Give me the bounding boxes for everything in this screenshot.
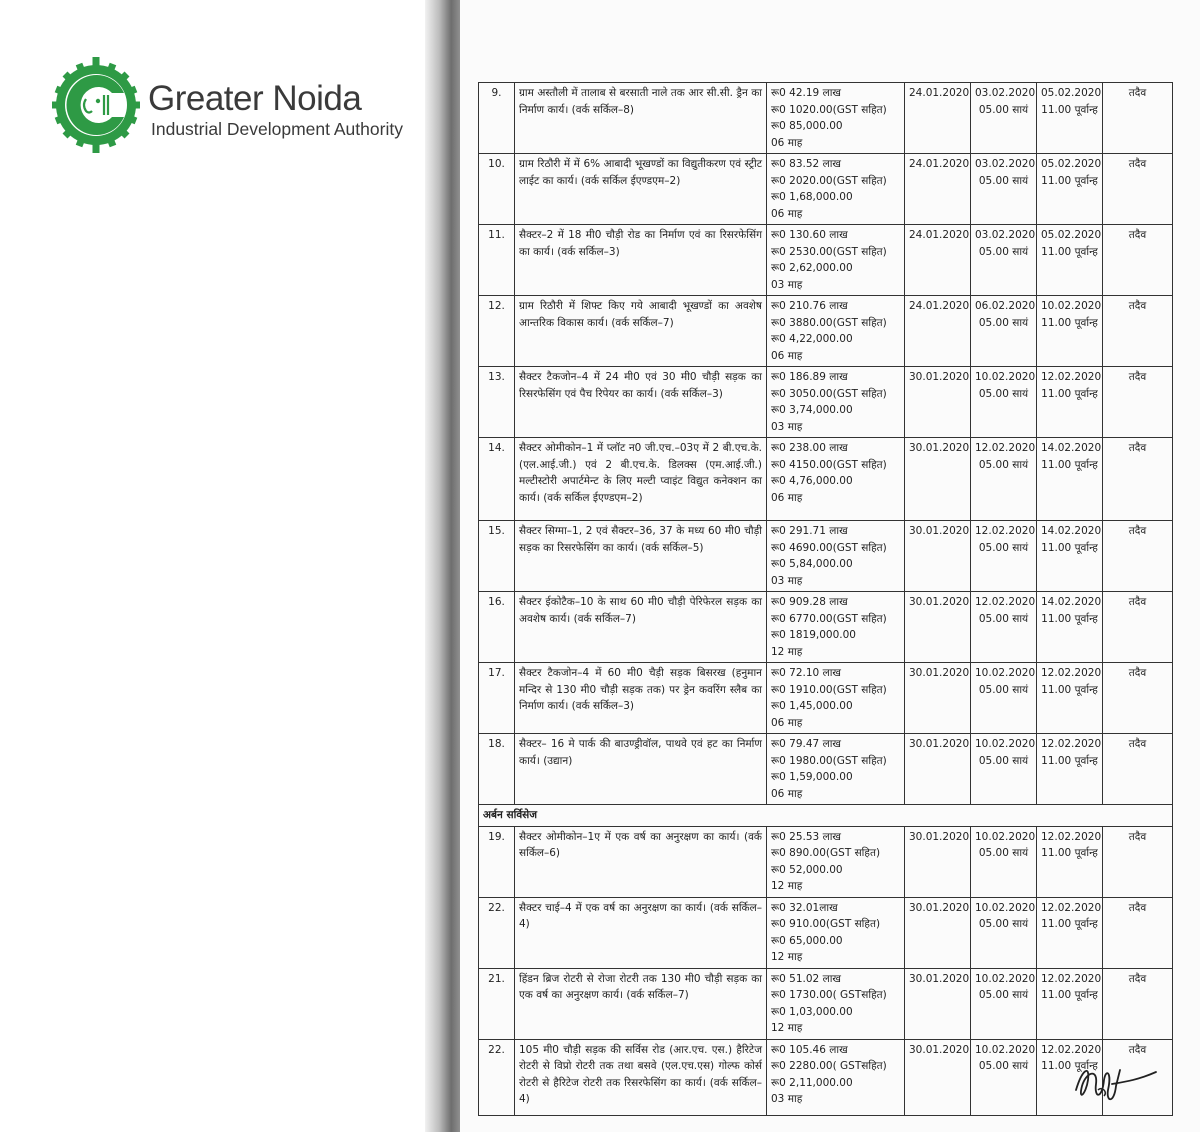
opening-time: 11.00 पूर्वान्ह: [1041, 989, 1098, 1001]
earnest-money: रू0 85,000.00: [771, 120, 843, 132]
tender-table: [478, 82, 1173, 1116]
start-date: 30.01.2020: [905, 897, 971, 968]
estimated-cost: रू0 51.02 लाख: [771, 972, 842, 985]
closing-date: 10.02.2020: [975, 667, 1036, 679]
completion-period: 06 माह: [771, 491, 803, 504]
start-date: 24.01.2020: [905, 83, 971, 154]
closing-time: 05.00 सायं: [978, 918, 1029, 930]
serial-number: 22.: [479, 897, 515, 968]
start-date: 30.01.2020: [905, 1039, 971, 1115]
amount-cell: [767, 968, 905, 1039]
amount-cell: [767, 367, 905, 438]
amount-cell: [767, 521, 905, 592]
earnest-money: रू0 2,62,000.00: [771, 262, 853, 274]
opening-date: 10.02.2020: [1041, 300, 1102, 312]
estimated-cost: रू0 25.53 लाख: [771, 830, 842, 843]
left-panel: [0, 0, 425, 1132]
section-label: अर्बन सर्विसेज: [479, 805, 1173, 827]
start-date: 30.01.2020: [905, 826, 971, 897]
closing-time: 05.00 सायं: [978, 683, 1029, 696]
table-row: [479, 154, 1173, 225]
closing-date-cell: [971, 663, 1037, 734]
opening-date-cell: [1037, 154, 1103, 225]
closing-date-cell: [971, 296, 1037, 367]
remark: तदैव: [1103, 521, 1173, 592]
opening-date-cell: [1037, 225, 1103, 296]
closing-date: 03.02.2020: [975, 158, 1036, 170]
amount-cell: [767, 296, 905, 367]
opening-date: 05.02.2020: [1041, 87, 1102, 99]
table-row: [479, 897, 1173, 968]
serial-number: 16.: [479, 592, 515, 663]
amount-cell: [767, 897, 905, 968]
opening-date-cell: [1037, 826, 1103, 897]
opening-time: 11.00 पूर्वान्ह: [1041, 754, 1098, 767]
tender-fee: रू0 910.00(GST सहित): [771, 918, 881, 930]
logo-subtitle: Industrial Development Authority: [151, 119, 403, 139]
opening-date: 12.02.2020: [1041, 972, 1102, 985]
remark: तदैव: [1103, 83, 1173, 154]
estimated-cost: रू0 291.71 लाख: [771, 525, 848, 537]
serial-number: 19.: [479, 826, 515, 897]
opening-time: 11.00 पूर्वान्ह: [1041, 458, 1098, 471]
closing-date-cell: [971, 521, 1037, 592]
closing-date: 03.02.2020: [975, 87, 1036, 99]
opening-date: 14.02.2020: [1041, 442, 1102, 454]
amount-cell: [767, 438, 905, 521]
start-date: 30.01.2020: [905, 734, 971, 805]
table-row: [479, 225, 1173, 296]
estimated-cost: रू0 909.28 लाख: [771, 596, 848, 608]
estimated-cost: रू0 210.76 लाख: [771, 300, 848, 312]
closing-date: 10.02.2020: [975, 738, 1036, 750]
earnest-money: रू0 4,76,000.00: [771, 475, 853, 487]
closing-time: 05.00 सायं: [978, 103, 1029, 116]
earnest-money: रू0 1,45,000.00: [771, 700, 853, 712]
work-description: सैक्टर टैकजोन–4 में 24 मी0 एवं 30 मी0 चौड़ी सड़क का रिसरफेसिंग एवं पैच रिपेयर का कार्य। (वर्क सर्किल–3): [515, 367, 767, 438]
tender-fee: रू0 1020.00(GST सहित): [771, 103, 887, 116]
closing-date: 10.02.2020: [975, 830, 1036, 843]
completion-period: 12 माह: [771, 951, 803, 963]
completion-period: 03 माह: [771, 574, 803, 587]
table-row: [479, 592, 1173, 663]
table-row: [479, 968, 1173, 1039]
closing-date: 10.02.2020: [975, 972, 1036, 985]
estimated-cost: रू0 130.60 लाख: [771, 229, 848, 241]
opening-date: 14.02.2020: [1041, 525, 1102, 537]
remark: तदैव: [1103, 367, 1173, 438]
remark: तदैव: [1103, 592, 1173, 663]
remark: तदैव: [1103, 154, 1173, 225]
completion-period: 03 माह: [771, 278, 803, 291]
opening-date-cell: [1037, 367, 1103, 438]
closing-date-cell: [971, 826, 1037, 897]
closing-time: 05.00 सायं: [978, 847, 1029, 859]
estimated-cost: रू0 83.52 लाख: [771, 158, 842, 170]
opening-date: 12.02.2020: [1041, 667, 1102, 679]
opening-date-cell: [1037, 968, 1103, 1039]
closing-time: 05.00 सायं: [978, 387, 1029, 400]
start-date: 24.01.2020: [905, 225, 971, 296]
tender-fee: रू0 3880.00(GST सहित): [771, 316, 887, 329]
signature-icon: [1068, 1050, 1160, 1110]
work-description: सैक्टर टैकजोन–4 में 60 मी0 चैड़ी सड़क बिसरख (हनुमान मन्दिर से 130 मी0 चौड़ी सड़क तक) पर ड्रेन कवरिंग स्लैब का निर्माण कार्य। (वर्क सर्किल–3): [515, 663, 767, 734]
work-description: ग्राम रिठौरी में शिफ्ट किए गये आबादी भूखण्डों का अवशेष आन्तरिक विकास कार्य। (वर्क सर्किल–7): [515, 296, 767, 367]
completion-period: 06 माह: [771, 136, 803, 149]
opening-time: 11.00 पूर्वान्ह: [1041, 683, 1098, 696]
document-page: [460, 0, 1200, 1132]
work-description: सैक्टर–2 में 18 मी0 चौड़ी रोड का निर्माण एवं का रिसरफेसिंग का कार्य। (वर्क सर्किल–3): [515, 225, 767, 296]
table-row: [479, 296, 1173, 367]
earnest-money: रू0 65,000.00: [771, 934, 843, 947]
amount-cell: [767, 1039, 905, 1115]
work-description: ग्राम रिठौरी में में 6% आबादी भूखण्डों का विद्युतीकरण एवं स्ट्रीट लाईट का कार्य। (वर्क सर्किल ईएण्डएम–2): [515, 154, 767, 225]
opening-date: 12.02.2020: [1041, 1043, 1102, 1056]
closing-date: 12.02.2020: [975, 525, 1036, 537]
work-description: सैक्टर– 16 मे पार्क की बाउण्ड्रीवॉल, पाथवे एवं हट का निर्माण कार्य। (उद्यान): [515, 734, 767, 805]
tender-fee: रू0 1980.00(GST सहित): [771, 754, 887, 767]
closing-time: 05.00 सायं: [978, 1060, 1029, 1072]
opening-time: 11.00 पूर्वान्ह: [1041, 103, 1098, 116]
work-description: सैक्टर सिग्मा–1, 2 एवं सैक्टर–36, 37 के मध्य 60 मी0 चौड़ी सड़क का रिसरफेसिंग का कार्य। (वर्क सर्किल–5): [515, 521, 767, 592]
start-date: 30.01.2020: [905, 592, 971, 663]
estimated-cost: रू0 42.19 लाख: [771, 87, 842, 99]
earnest-money: रू0 4,22,000.00: [771, 333, 853, 345]
completion-period: 12 माह: [771, 880, 803, 892]
serial-number: 22.: [479, 1039, 515, 1115]
opening-time: 11.00 पूर्वान्ह: [1041, 847, 1098, 859]
closing-date: 12.02.2020: [975, 596, 1036, 608]
opening-date: 12.02.2020: [1041, 371, 1102, 383]
authority-logo: [50, 55, 410, 165]
closing-date-cell: [971, 734, 1037, 805]
earnest-money: रू0 5,84,000.00: [771, 558, 853, 570]
opening-date: 05.02.2020: [1041, 229, 1102, 241]
serial-number: 21.: [479, 968, 515, 1039]
earnest-money: रू0 1819,000.00: [771, 629, 856, 641]
opening-date: 12.02.2020: [1041, 830, 1102, 843]
estimated-cost: रू0 105.46 लाख: [771, 1043, 848, 1056]
tender-fee: रू0 4690.00(GST सहित): [771, 541, 887, 554]
table-row: [479, 734, 1173, 805]
estimated-cost: रू0 32.01लाख: [771, 901, 838, 914]
completion-period: 06 माह: [771, 207, 803, 220]
opening-date-cell: [1037, 663, 1103, 734]
work-description: सैक्टर ईकोटैक–10 के साथ 60 मी0 चौड़ी पेरिफेरल सड़क का अवशेष कार्य। (वर्क सर्किल–7): [515, 592, 767, 663]
earnest-money: रू0 3,74,000.00: [771, 404, 853, 416]
serial-number: 14.: [479, 438, 515, 521]
earnest-money: रू0 52,000.00: [771, 863, 843, 876]
serial-number: 10.: [479, 154, 515, 225]
tender-fee: रू0 6770.00(GST सहित): [771, 612, 887, 625]
closing-date: 03.02.2020: [975, 229, 1036, 241]
opening-time: 11.00 पूर्वान्ह: [1041, 918, 1098, 930]
start-date: 24.01.2020: [905, 296, 971, 367]
opening-time: 11.00 पूर्वान्ह: [1041, 316, 1098, 329]
closing-date-cell: [971, 154, 1037, 225]
remark: तदैव: [1103, 1039, 1173, 1115]
completion-period: 03 माह: [771, 420, 803, 433]
table-row: [479, 438, 1173, 521]
remark: तदैव: [1103, 826, 1173, 897]
closing-date-cell: [971, 438, 1037, 521]
serial-number: 18.: [479, 734, 515, 805]
start-date: 24.01.2020: [905, 154, 971, 225]
section-row: [479, 805, 1173, 827]
earnest-money: रू0 2,11,000.00: [771, 1076, 853, 1089]
closing-time: 05.00 सायं: [978, 458, 1029, 471]
closing-time: 05.00 सायं: [978, 989, 1029, 1001]
work-description: हिंडन ब्रिज रोटरी से रोजा रोटरी तक 130 मी0 चौड़ी सड़क का एक वर्ष का अनुरक्षण कार्य। (वर्क सर्किल–7): [515, 968, 767, 1039]
closing-date-cell: [971, 968, 1037, 1039]
serial-number: 9.: [479, 83, 515, 154]
work-description: सैक्टर चाई–4 में एक वर्ष का अनुरक्षण का कार्य। (वर्क सर्किल–4): [515, 897, 767, 968]
opening-date-cell: [1037, 521, 1103, 592]
remark: तदैव: [1103, 296, 1173, 367]
opening-date-cell: [1037, 83, 1103, 154]
closing-time: 05.00 सायं: [978, 316, 1029, 329]
remark: तदैव: [1103, 897, 1173, 968]
tender-fee: रू0 2530.00(GST सहित): [771, 245, 887, 258]
completion-period: 12 माह: [771, 645, 803, 658]
start-date: 30.01.2020: [905, 968, 971, 1039]
work-description: ग्राम अस्तौली में तालाब से बरसाती नाले तक आर सी.सी. ड्रैन का निर्माण कार्य। (वर्क सर्किल–8): [515, 83, 767, 154]
closing-date: 10.02.2020: [975, 1043, 1036, 1056]
remark: तदैव: [1103, 663, 1173, 734]
closing-date: 06.02.2020: [975, 300, 1036, 312]
serial-number: 17.: [479, 663, 515, 734]
logo-title: Greater Noida: [148, 79, 362, 118]
opening-date-cell: [1037, 438, 1103, 521]
closing-time: 05.00 सायं: [978, 754, 1029, 767]
earnest-money: रू0 1,03,000.00: [771, 1005, 853, 1018]
amount-cell: [767, 83, 905, 154]
work-description: सैक्टर ओमीकोन–1 में प्लॉट न0 जी.एच.–03ए में 2 बी.एच.के. (एल.आई.जी.) एवं 2 बी.एच.के. डिलक्स (एम.आई.जी.) मल्टीस्टोरी अपार्टमेन्ट के लिए मल्टी प्वाइंट विद्युत कनेक्शन का कार्य। (वर्क सर्किल ईएण्डएम–2): [515, 438, 767, 521]
tender-fee: रू0 2280.00( GSTसहित): [771, 1060, 887, 1072]
earnest-money: रू0 1,68,000.00: [771, 191, 853, 203]
closing-date: 10.02.2020: [975, 371, 1036, 383]
table-row: [479, 521, 1173, 592]
opening-date: 12.02.2020: [1041, 738, 1102, 750]
amount-cell: [767, 225, 905, 296]
table-row: [479, 826, 1173, 897]
tender-rows-part1: [479, 83, 1173, 805]
serial-number: 12.: [479, 296, 515, 367]
tender-fee: रू0 4150.00(GST सहित): [771, 458, 887, 471]
closing-date-cell: [971, 83, 1037, 154]
opening-date: 14.02.2020: [1041, 596, 1102, 608]
amount-cell: [767, 826, 905, 897]
completion-period: 06 माह: [771, 787, 803, 800]
opening-date-cell: [1037, 897, 1103, 968]
tender-fee: रू0 1730.00( GSTसहित): [771, 989, 887, 1001]
start-date: 30.01.2020: [905, 521, 971, 592]
start-date: 30.01.2020: [905, 367, 971, 438]
start-date: 30.01.2020: [905, 438, 971, 521]
serial-number: 15.: [479, 521, 515, 592]
opening-time: 11.00 पूर्वान्ह: [1041, 174, 1098, 187]
amount-cell: [767, 592, 905, 663]
opening-time: 11.00 पूर्वान्ह: [1041, 1060, 1098, 1072]
amount-cell: [767, 663, 905, 734]
opening-date: 12.02.2020: [1041, 901, 1102, 914]
tender-fee: रू0 1910.00(GST सहित): [771, 683, 887, 696]
work-description: 105 मी0 चौड़ी सड़क की सर्विस रोड (आर.एच. एस.) हैरिटेज रोटरी से विप्रो रोटरी तक तथा बसवे (एल.एच.एस) गोल्फ कोर्स रोटरी से हैरिटेज रोटरी तक रिसरफेसिंग का कार्य। (वर्क सर्किल–4): [515, 1039, 767, 1115]
table-row: [479, 83, 1173, 154]
remark: तदैव: [1103, 225, 1173, 296]
completion-period: 06 माह: [771, 716, 803, 729]
remark: तदैव: [1103, 968, 1173, 1039]
completion-period: 03 माह: [771, 1093, 803, 1105]
closing-time: 05.00 सायं: [978, 541, 1029, 554]
closing-date-cell: [971, 897, 1037, 968]
work-description: सैक्टर ओमीकोन–1ए में एक वर्ष का अनुरक्षण का कार्य। (वर्क सर्किल–6): [515, 826, 767, 897]
opening-time: 11.00 पूर्वान्ह: [1041, 541, 1098, 554]
closing-date-cell: [971, 592, 1037, 663]
opening-date-cell: [1037, 592, 1103, 663]
estimated-cost: रू0 186.89 लाख: [771, 371, 848, 383]
tender-fee: रू0 3050.00(GST सहित): [771, 387, 887, 400]
closing-date: 12.02.2020: [975, 442, 1036, 454]
tender-fee: रू0 2020.00(GST सहित): [771, 174, 887, 187]
serial-number: 13.: [479, 367, 515, 438]
opening-date-cell: [1037, 734, 1103, 805]
start-date: 30.01.2020: [905, 663, 971, 734]
serial-number: 11.: [479, 225, 515, 296]
closing-date: 10.02.2020: [975, 901, 1036, 914]
opening-time: 11.00 पूर्वान्ह: [1041, 612, 1098, 625]
closing-date-cell: [971, 1039, 1037, 1115]
closing-time: 05.00 सायं: [978, 612, 1029, 625]
earnest-money: रू0 1,59,000.00: [771, 771, 853, 783]
closing-time: 05.00 सायं: [978, 174, 1029, 187]
opening-date-cell: [1037, 296, 1103, 367]
page-edge-shadow: [425, 0, 460, 1132]
closing-time: 05.00 सायं: [978, 245, 1029, 258]
table-row: [479, 367, 1173, 438]
completion-period: 06 माह: [771, 349, 803, 362]
estimated-cost: रू0 79.47 लाख: [771, 738, 842, 750]
section-header: [479, 805, 1173, 827]
opening-time: 11.00 पूर्वान्ह: [1041, 245, 1098, 258]
estimated-cost: रू0 238.00 लाख: [771, 442, 848, 454]
remark: तदैव: [1103, 438, 1173, 521]
closing-date-cell: [971, 225, 1037, 296]
opening-date: 05.02.2020: [1041, 158, 1102, 170]
table-row: [479, 663, 1173, 734]
amount-cell: [767, 734, 905, 805]
gear-emblem-icon: [50, 55, 142, 155]
tender-fee: रू0 890.00(GST सहित): [771, 847, 881, 859]
amount-cell: [767, 154, 905, 225]
opening-time: 11.00 पूर्वान्ह: [1041, 387, 1098, 400]
closing-date-cell: [971, 367, 1037, 438]
estimated-cost: रू0 72.10 लाख: [771, 667, 842, 679]
completion-period: 12 माह: [771, 1022, 803, 1034]
remark: तदैव: [1103, 734, 1173, 805]
